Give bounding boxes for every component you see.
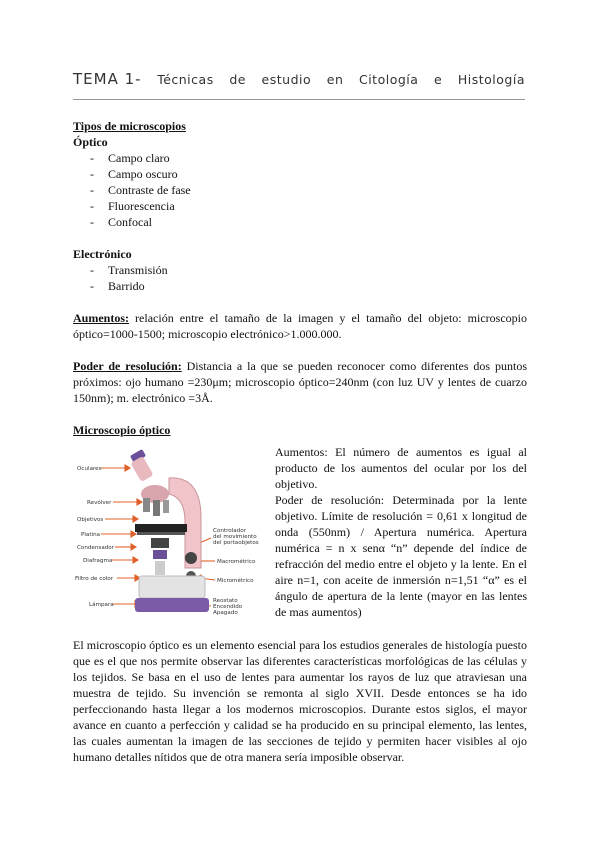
aumentos-text: relación entre el tamaño de la imagen y el tamaño del objeto: microscopio óptico=1000-1500; microscopio electrónico>1.000.000. xyxy=(73,311,527,341)
microscope-diagram xyxy=(73,448,269,626)
label-reostato-3: Apagado xyxy=(213,610,238,616)
header-word: de xyxy=(229,72,246,87)
label-controlador-2: del movimiento xyxy=(213,534,257,540)
header-tema: TEMA 1- xyxy=(73,70,142,88)
electronico-list xyxy=(73,262,527,294)
section-title-tipos: Tipos de microscopios xyxy=(73,119,186,133)
list-item: - Fluorescencia xyxy=(73,198,527,214)
label-controlador-3: del portaobjetos xyxy=(213,540,259,546)
header-word: e xyxy=(434,72,443,87)
aumentos-paragraph xyxy=(73,310,527,342)
header-word: en xyxy=(326,72,344,87)
header-word: Técnicas xyxy=(157,72,214,87)
label-controlador-1: Controlador xyxy=(213,528,246,534)
poder-paragraph xyxy=(73,358,527,406)
poder-label: Poder de resolución: xyxy=(73,359,182,373)
electronico-label: Electrónico xyxy=(73,247,132,261)
label-diafragma: Diafragma xyxy=(83,558,113,564)
header-word: Citología xyxy=(358,72,419,87)
page-header xyxy=(73,70,525,88)
optico-label: Óptico xyxy=(73,135,108,149)
label-oculares: Oculares xyxy=(77,466,102,472)
section-title-microscopio: Microscopio óptico xyxy=(73,423,171,437)
list-item: - Transmisión xyxy=(73,262,527,278)
label-condensador: Condensador xyxy=(77,545,115,551)
label-filtro: Filtro de color xyxy=(75,576,114,582)
microscope-description xyxy=(275,444,527,620)
label-macrometrico: Macrométrico xyxy=(217,559,256,565)
header-word: Histología xyxy=(457,72,525,87)
document-body xyxy=(73,118,527,765)
label-revolver: Revólver xyxy=(87,500,112,506)
list-item: - Barrido xyxy=(73,278,527,294)
label-reostato-1: Reostato xyxy=(213,598,238,604)
header-word: estudio xyxy=(261,72,312,87)
optico-list xyxy=(73,150,527,230)
list-item: - Campo oscuro xyxy=(73,166,527,182)
header-divider xyxy=(73,99,525,100)
micro-aumentos: Aumentos: El número de aumentos es igual al producto de los aumentos del ocular por los del objetivo. xyxy=(275,445,527,491)
body-paragraph: El microscopio óptico es un elemento esencial para los estudios generales de histología puesto que es el que nos permite observar las diferentes características morfológicas de las células y los tejidos. Se basa en el uso de lentes para aumentar los rayos de luz que atraviesan una muestra de tejido. Su invención se remonta al siglo XVII. Desde entonces se ha ido perfeccionando hasta llegar a los modernos microscopios. Durante estos siglos, el mayor avance en cuanto a perfección y calidad se ha producido en su principal elemento, las lentes, las cuales aumentan la imagen de las secciones de tejido y permiten hacer visibles al ojo humano detalles nítidos que de otra manera sería imposible observar. xyxy=(73,638,527,764)
label-platina: Platina xyxy=(81,532,101,538)
list-item: - Contraste de fase xyxy=(73,182,527,198)
micro-poder: Poder de resolución: Determinada por la lente objetivo. Límite de resolución = 0,61 x longitud de onda (550nm) / Apertura numérica. Apertura numérica = n x senα “n” depende del índice de refracción del medio entre el objeto y la lente. En el aire n=1, con aceite de inmersión n=1,51 “α” es el ángulo de apertura de la lente (mayor en las lentes de mas aumentos) xyxy=(275,493,527,619)
label-micrometrico: Micrométrico xyxy=(217,578,254,584)
label-objetivos: Objetivos xyxy=(77,517,104,523)
label-lampara: Lámpara xyxy=(89,602,114,608)
poder-text: Distancia a la que se pueden reconocer como diferentes dos puntos próximos: ojo humano =230μm; microscopio óptico=240nm (con luz UV y lentes de cuarzo 150nm); m. electrónico =3Å. xyxy=(73,359,527,405)
list-item: - Confocal xyxy=(73,214,527,230)
aumentos-label: Aumentos: xyxy=(73,311,129,325)
list-item: - Campo claro xyxy=(73,150,527,166)
label-reostato-2: Encendido xyxy=(213,604,243,610)
microscope-section xyxy=(73,444,527,629)
